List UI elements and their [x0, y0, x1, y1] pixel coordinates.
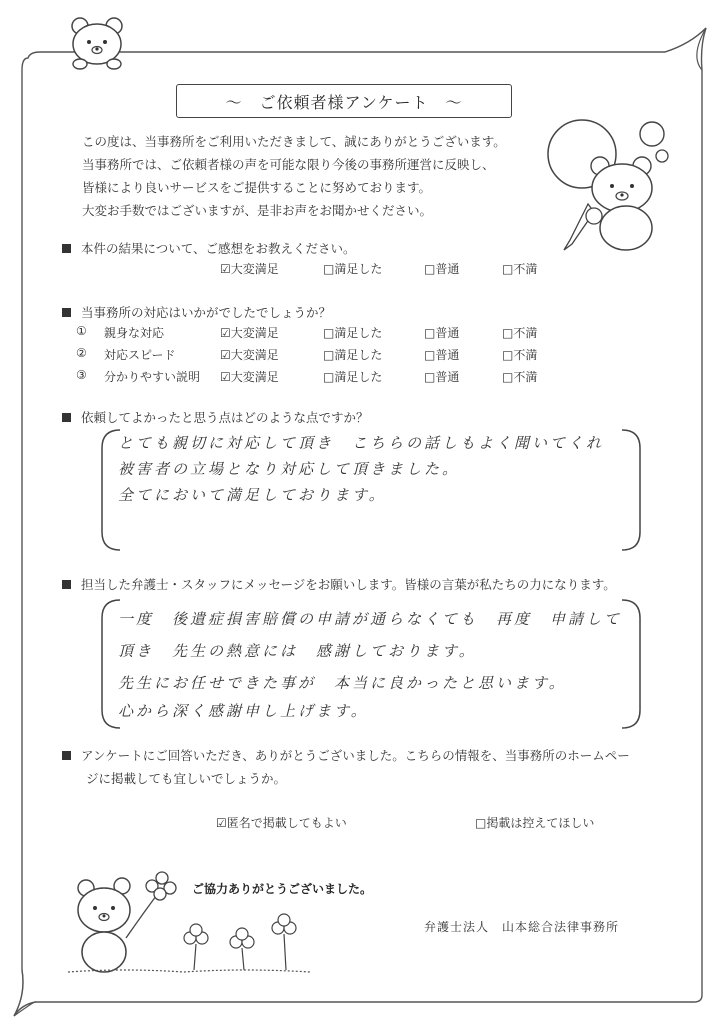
intro-line-4: 大変お手数ではございますが、是非お声をお聞かせください。 — [82, 203, 433, 218]
closing-message: ご協力ありがとうございました。 — [192, 882, 373, 896]
q1-option-normal[interactable]: □普通 — [424, 262, 460, 276]
q2-row-2-satisfied[interactable]: □満足した — [323, 348, 383, 362]
intro-line-3: 皆様により良いサービスをご提供することに努めております。 — [82, 180, 432, 195]
bullet-square-icon — [62, 413, 71, 422]
intro-line-1: この度は、当事務所をご利用いただきまして、誠にありがとうございます。 — [82, 134, 506, 149]
bear-pencil-illustration — [530, 112, 690, 262]
q1-option-very-satisfied[interactable]: ☑大変満足 — [220, 262, 279, 276]
firm-name: 弁護士法人 山本総合法律事務所 — [424, 920, 620, 934]
bullet-square-icon — [62, 244, 71, 253]
q2-row-1-number: ① — [76, 324, 87, 338]
q1-option-dissatisfied[interactable]: □不満 — [502, 262, 538, 276]
q3-answer-line-1: とても親切に対応して頂き こちらの話しもよく聞いてくれ — [118, 434, 605, 452]
bullet-square-icon — [62, 580, 71, 589]
q2-row-3-dissatisfied[interactable]: □不満 — [502, 370, 538, 384]
q2-row-3-satisfied[interactable]: □満足した — [323, 370, 383, 384]
survey-title: ～ ご依頼者様アンケート ～ — [176, 84, 512, 118]
question-5-text-line-2: ジに掲載しても宜しいでしょうか。 — [86, 771, 287, 786]
q5-option-decline[interactable]: □掲載は控えてほしい — [475, 816, 595, 830]
question-3-text: 依頼してよかったと思う点はどのような点ですか？ — [81, 410, 369, 425]
q4-answer-line-2: 頂き 先生の熱意には 感謝しております。 — [118, 642, 477, 660]
q3-answer-line-2: 被害者の立場となり対応して頂きました。 — [118, 460, 461, 478]
intro-line-2: 当事務所では、ご依頼者様の声を可能な限り今後の事務所運営に反映し、 — [82, 157, 495, 172]
question-4 — [62, 575, 616, 593]
q2-row-2-number: ② — [76, 346, 87, 360]
q2-row-1-satisfied[interactable]: □満足した — [323, 326, 383, 340]
q4-answer-line-4: 心から深く感謝申し上げます。 — [118, 702, 369, 720]
question-4-text: 担当した弁護士・スタッフにメッセージをお願いします。皆様の言葉が私たちの力になります。 — [81, 577, 616, 592]
q2-row-2-dissatisfied[interactable]: □不満 — [502, 348, 538, 362]
q1-option-satisfied[interactable]: □満足した — [323, 262, 383, 276]
q3-answer-line-3: 全てにおいて満足しております。 — [118, 486, 387, 504]
q2-row-1-very-satisfied[interactable]: ☑大変満足 — [220, 326, 279, 340]
bullet-square-icon — [62, 308, 71, 317]
q2-row-3-normal[interactable]: □普通 — [424, 370, 460, 384]
bear-peeking-icon — [64, 14, 130, 74]
q2-row-1-label: 親身な対応 — [104, 326, 165, 340]
q2-row-1-dissatisfied[interactable]: □不満 — [502, 326, 538, 340]
q2-row-3-very-satisfied[interactable]: ☑大変満足 — [220, 370, 279, 384]
q4-answer-line-3: 先生にお任せできた事が 本当に良かったと思います。 — [118, 674, 567, 692]
q4-answer-line-1: 一度 後遺症損害賠償の申請が通らなくても 再度 申請して — [118, 610, 623, 628]
question-2-text: 当事務所の対応はいかがでしたでしょうか？ — [81, 305, 332, 320]
q2-row-2-normal[interactable]: □普通 — [424, 348, 460, 362]
q2-row-2-very-satisfied[interactable]: ☑大変満足 — [220, 348, 279, 362]
q2-row-1-normal[interactable]: □普通 — [424, 326, 460, 340]
question-5 — [62, 746, 630, 764]
question-1 — [62, 239, 356, 257]
question-1-text: 本件の結果について、ご感想をお教えください。 — [81, 241, 356, 256]
q2-row-3-number: ③ — [76, 368, 87, 382]
q2-row-3-label: 分かりやすい説明 — [104, 370, 201, 384]
q5-option-anonymous-ok[interactable]: ☑匿名で掲載してもよい — [216, 816, 347, 830]
question-2 — [62, 303, 331, 321]
question-5-text-line-1: アンケートにご回答いただき、ありがとうございました。こちらの情報を、当事務所のホームペー — [81, 748, 630, 763]
bullet-square-icon — [62, 751, 71, 760]
question-3 — [62, 408, 369, 426]
q2-row-2-label: 対応スピード — [104, 348, 176, 362]
